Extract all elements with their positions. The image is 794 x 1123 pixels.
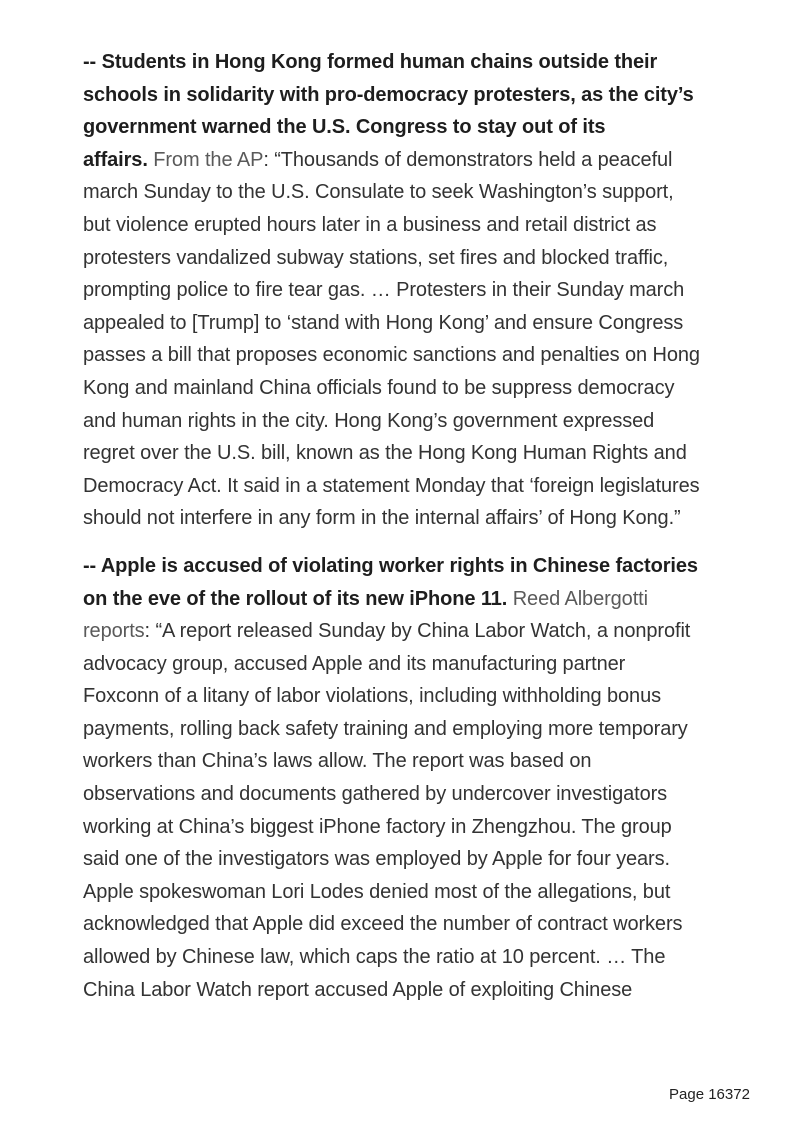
news-item-paragraph xyxy=(83,46,763,535)
text-line xyxy=(83,713,763,746)
text-line xyxy=(83,144,763,177)
body-text: Foxconn of a litany of labor violations, including withholding bonus xyxy=(83,685,662,708)
headline-text: on the eve of the rollout of its new iPhone 11. xyxy=(83,587,508,610)
body-text: Apple spokeswoman Lori Lodes denied most of the allegations, but xyxy=(83,880,671,903)
headline-text: schools in solidarity with pro-democracy protesters, as the city’s xyxy=(83,83,694,106)
headline-text: affairs. xyxy=(83,148,148,171)
headline-text: -- Students in Hong Kong formed human chains outside their xyxy=(83,51,658,73)
source-link[interactable]: From the AP xyxy=(147,148,264,171)
body-text: allowed by Chinese law, which caps the ratio at 10 percent. … The xyxy=(83,946,666,969)
page-number: Page 16372 xyxy=(669,1086,750,1103)
source-link[interactable]: Reed Albergotti xyxy=(507,587,648,610)
text-line xyxy=(83,680,763,713)
body-text: Democracy Act. It said in a statement Monday that ‘foreign legislatures xyxy=(83,474,700,497)
body-text: said one of the investigators was employed by Apple for four years. xyxy=(83,848,670,871)
text-line xyxy=(83,811,763,844)
text-line xyxy=(83,843,763,876)
text-line xyxy=(83,274,763,307)
body-text: should not interfere in any form in the internal affairs’ of Hong Kong.” xyxy=(83,507,681,530)
document-body xyxy=(83,46,763,1094)
text-line xyxy=(83,550,763,583)
source-link[interactable]: reports xyxy=(83,620,145,643)
text-line xyxy=(83,339,763,372)
text-line xyxy=(83,437,763,470)
text-line xyxy=(83,502,763,535)
text-line xyxy=(83,372,763,405)
text-line xyxy=(83,242,763,275)
text-line xyxy=(83,908,763,941)
body-text: but violence erupted hours later in a business and retail district as xyxy=(83,213,657,236)
text-line xyxy=(83,778,763,811)
text-line xyxy=(83,79,763,112)
body-text: regret over the U.S. bill, known as the Hong Kong Human Rights and xyxy=(83,442,687,465)
text-line xyxy=(83,176,763,209)
body-text: Kong and mainland China officials found to be suppress democracy xyxy=(83,376,675,399)
text-line xyxy=(83,405,763,438)
body-text: observations and documents gathered by undercover investigators xyxy=(83,783,668,806)
text-line xyxy=(83,974,763,1007)
body-text: : “Thousands of demonstrators held a peaceful xyxy=(263,148,673,171)
text-line xyxy=(83,876,763,909)
body-text: passes a bill that proposes economic sanctions and penalties on Hong xyxy=(83,344,700,367)
headline-text: -- Apple is accused of violating worker rights in Chinese factories xyxy=(83,554,698,577)
body-text: : “A report released Sunday by China Labor Watch, a nonprofit xyxy=(144,620,691,643)
text-line xyxy=(83,209,763,242)
text-line xyxy=(83,470,763,503)
body-text: and human rights in the city. Hong Kong’s government expressed xyxy=(83,409,655,432)
text-line xyxy=(83,307,763,340)
text-line xyxy=(83,745,763,778)
body-text: march Sunday to the U.S. Consulate to seek Washington’s support, xyxy=(83,181,674,204)
headline-text: government warned the U.S. Congress to stay out of its xyxy=(83,116,606,139)
text-line xyxy=(83,111,763,144)
body-text: working at China’s biggest iPhone factory in Zhengzhou. The group xyxy=(83,815,672,838)
text-line xyxy=(83,941,763,974)
body-text: protesters vandalized subway stations, set fires and blocked traffic, xyxy=(83,246,669,269)
news-item-paragraph xyxy=(83,550,763,1006)
body-text: China Labor Watch report accused Apple of exploiting Chinese xyxy=(83,978,633,1001)
text-line xyxy=(83,648,763,681)
body-text: prompting police to fire tear gas. … Protesters in their Sunday march xyxy=(83,279,685,302)
text-line xyxy=(83,615,763,648)
body-text: workers than China’s laws allow. The report was based on xyxy=(83,750,592,773)
text-line xyxy=(83,583,763,616)
text-line xyxy=(83,46,763,79)
body-text: payments, rolling back safety training and employing more temporary xyxy=(83,717,688,740)
body-text: appealed to [Trump] to ‘stand with Hong Kong’ and ensure Congress xyxy=(83,311,684,334)
body-text: advocacy group, accused Apple and its manufacturing partner xyxy=(83,652,626,675)
body-text: acknowledged that Apple did exceed the number of contract workers xyxy=(83,913,683,936)
